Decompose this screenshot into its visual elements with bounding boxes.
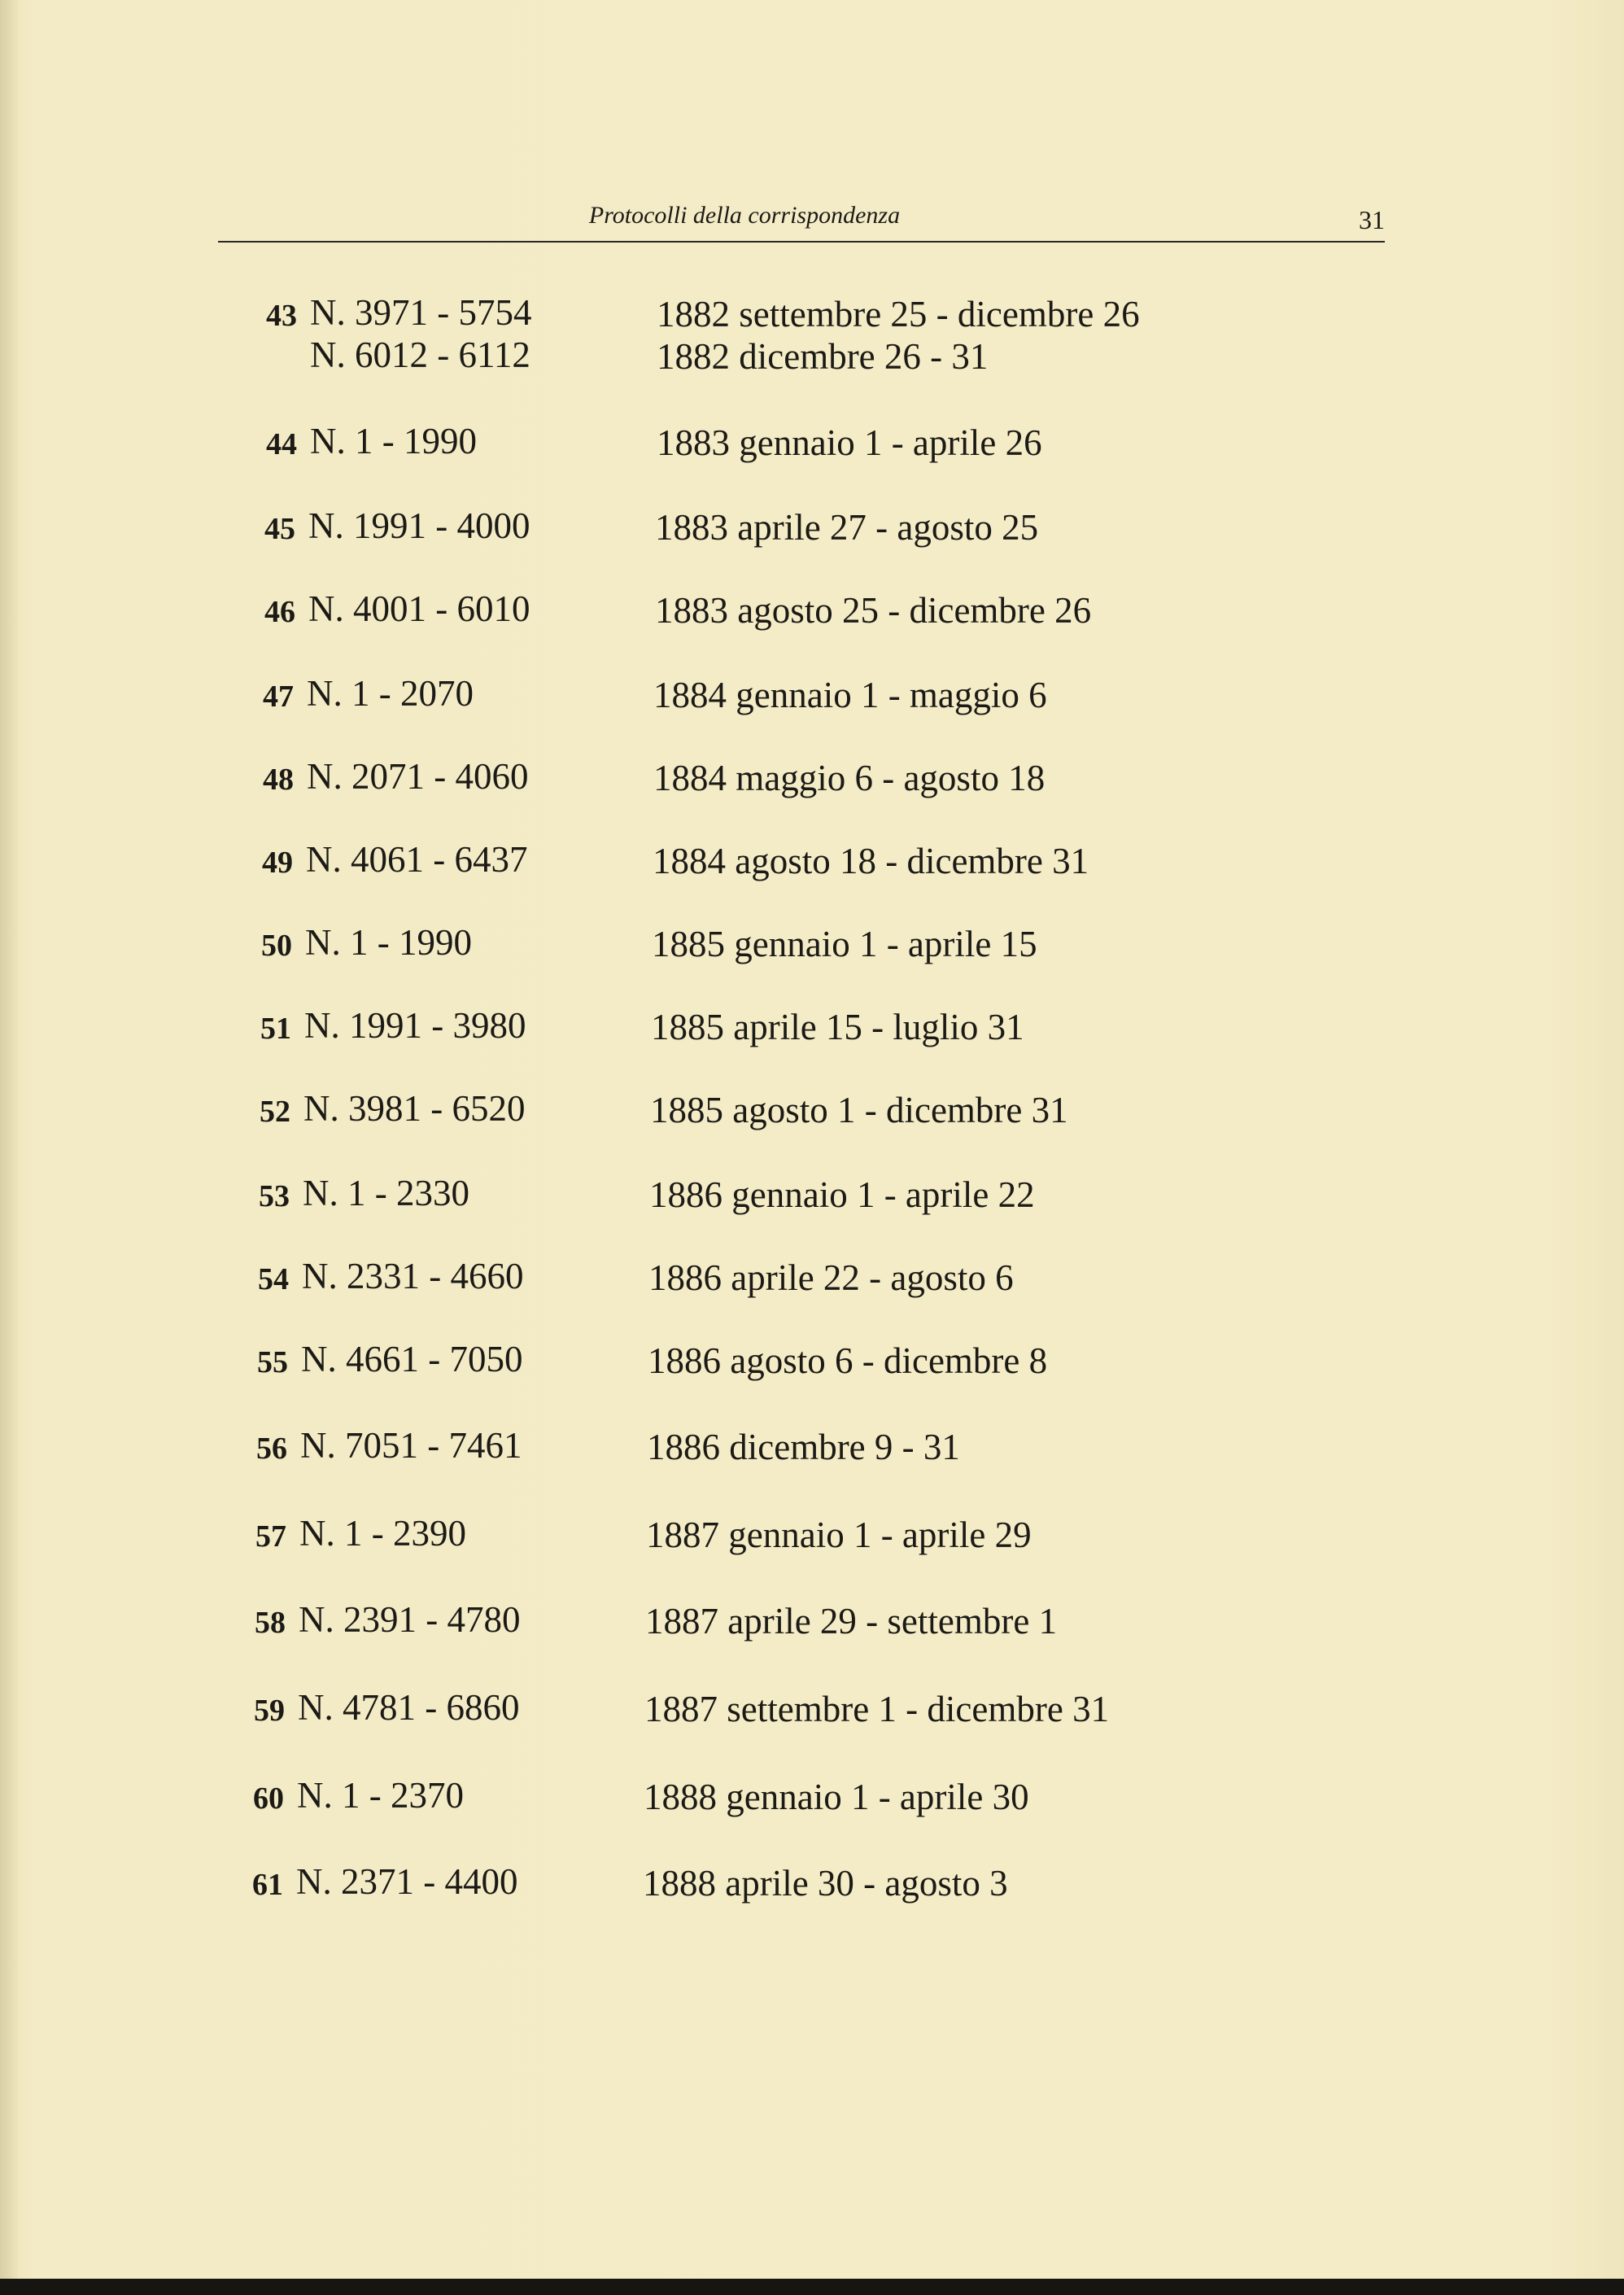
protocol-range: N. 1991 - 4000: [308, 505, 530, 546]
list-item: [234, 1004, 1292, 1086]
date-range: 1885 aprile 15 - luglio 31: [651, 1007, 1024, 1047]
protocol-range: N. 3971 - 5754: [310, 292, 532, 333]
date-range: 1885 gennaio 1 - aprile 15: [652, 924, 1037, 964]
date-range: 1884 maggio 6 - agosto 18: [653, 758, 1046, 798]
entry-number: 44: [266, 427, 297, 461]
page-number: 31: [1359, 205, 1385, 234]
entry-number: 59: [254, 1694, 285, 1728]
list-item: [231, 1338, 1289, 1419]
protocol-range: N. 1991 - 3980: [304, 1005, 526, 1046]
list-item: [238, 588, 1296, 669]
protocol-range: N. 4061 - 6437: [306, 839, 528, 880]
protocol-range: N. 2331 - 4660: [302, 1256, 524, 1296]
date-range: 1886 dicembre 9 - 31: [647, 1427, 960, 1467]
protocol-range: N. 7051 - 7461: [300, 1425, 522, 1466]
entry-number: 52: [260, 1095, 290, 1129]
list-item: [229, 1598, 1286, 1680]
entry-number: 50: [261, 929, 292, 963]
protocol-range: N. 4661 - 7050: [301, 1339, 523, 1379]
protocol-range: N. 2071 - 4060: [307, 756, 529, 797]
date-range: 1882 settembre 25 - dicembre 26: [657, 294, 1140, 334]
date-range: 1885 agosto 1 - dicembre 31: [650, 1090, 1068, 1130]
list-item: [238, 505, 1296, 586]
date-range: 1887 gennaio 1 - aprile 29: [646, 1515, 1032, 1555]
entry-number: 61: [252, 1868, 283, 1902]
entry-number: 48: [263, 763, 294, 797]
date-range: 1888 aprile 30 - agosto 3: [643, 1863, 1008, 1904]
date-range: 1887 settembre 1 - dicembre 31: [644, 1689, 1110, 1729]
protocol-range: N. 6012 - 6112: [310, 334, 530, 375]
protocol-range: N. 1 - 2330: [303, 1173, 469, 1213]
protocol-range: N. 1 - 1990: [305, 922, 472, 963]
date-range: 1884 agosto 18 - dicembre 31: [653, 841, 1089, 881]
list-item: [240, 291, 1298, 409]
protocol-range: N. 4781 - 6860: [298, 1687, 520, 1728]
entry-number: 55: [257, 1345, 288, 1379]
entry-number: 57: [255, 1519, 286, 1554]
list-item: [240, 420, 1298, 501]
list-item: [234, 1087, 1291, 1169]
date-range: 1884 gennaio 1 - maggio 6: [653, 675, 1047, 715]
date-range: 1888 gennaio 1 - aprile 30: [644, 1777, 1029, 1817]
protocol-range: N. 2391 - 4780: [299, 1599, 521, 1640]
protocol-range: N. 4001 - 6010: [308, 588, 530, 629]
date-range: 1882 dicembre 26 - 31: [657, 336, 989, 377]
protocol-range: N. 1 - 2390: [299, 1513, 466, 1554]
entry-number: 45: [264, 512, 295, 546]
list-item: [237, 672, 1294, 754]
protocol-range: N. 1 - 2070: [307, 673, 474, 714]
list-item: [235, 921, 1293, 1003]
list-item: [233, 1172, 1290, 1253]
list-item: [230, 1424, 1288, 1506]
list-item: [236, 838, 1294, 920]
date-range: 1883 aprile 27 - agosto 25: [655, 507, 1039, 548]
protocol-range: N. 3981 - 6520: [303, 1088, 526, 1129]
list-item: [228, 1686, 1286, 1768]
entry-number: 56: [256, 1432, 287, 1466]
date-range: 1883 agosto 25 - dicembre 26: [655, 590, 1092, 631]
entry-number: 58: [255, 1606, 286, 1640]
entry-number: 47: [263, 680, 294, 714]
entry-number: 60: [253, 1781, 284, 1816]
scan-bottom-edge: [0, 2279, 1624, 2295]
date-range: 1883 gennaio 1 - aprile 26: [657, 422, 1042, 463]
entry-number: 49: [262, 846, 293, 880]
list-item: [232, 1255, 1290, 1336]
page-title: Protocolli della corrispondenza: [588, 202, 901, 229]
date-range: 1887 aprile 29 - settembre 1: [645, 1601, 1058, 1641]
date-range: 1886 agosto 6 - dicembre 8: [648, 1340, 1048, 1381]
protocol-range: N. 2371 - 4400: [296, 1861, 518, 1902]
entry-number: 54: [258, 1262, 289, 1296]
entry-number: 43: [266, 299, 297, 333]
entry-number: 46: [264, 595, 295, 629]
list-item: [229, 1512, 1287, 1593]
list-item: [237, 755, 1294, 837]
list-item: [227, 1774, 1285, 1856]
entry-number: 51: [260, 1012, 291, 1046]
protocol-range: N. 1 - 1990: [310, 421, 477, 461]
protocol-range: N. 1 - 2370: [297, 1775, 464, 1816]
date-range: 1886 aprile 22 - agosto 6: [648, 1257, 1014, 1298]
entry-number: 53: [259, 1179, 290, 1213]
list-item: [226, 1860, 1284, 1942]
date-range: 1886 gennaio 1 - aprile 22: [649, 1174, 1035, 1215]
